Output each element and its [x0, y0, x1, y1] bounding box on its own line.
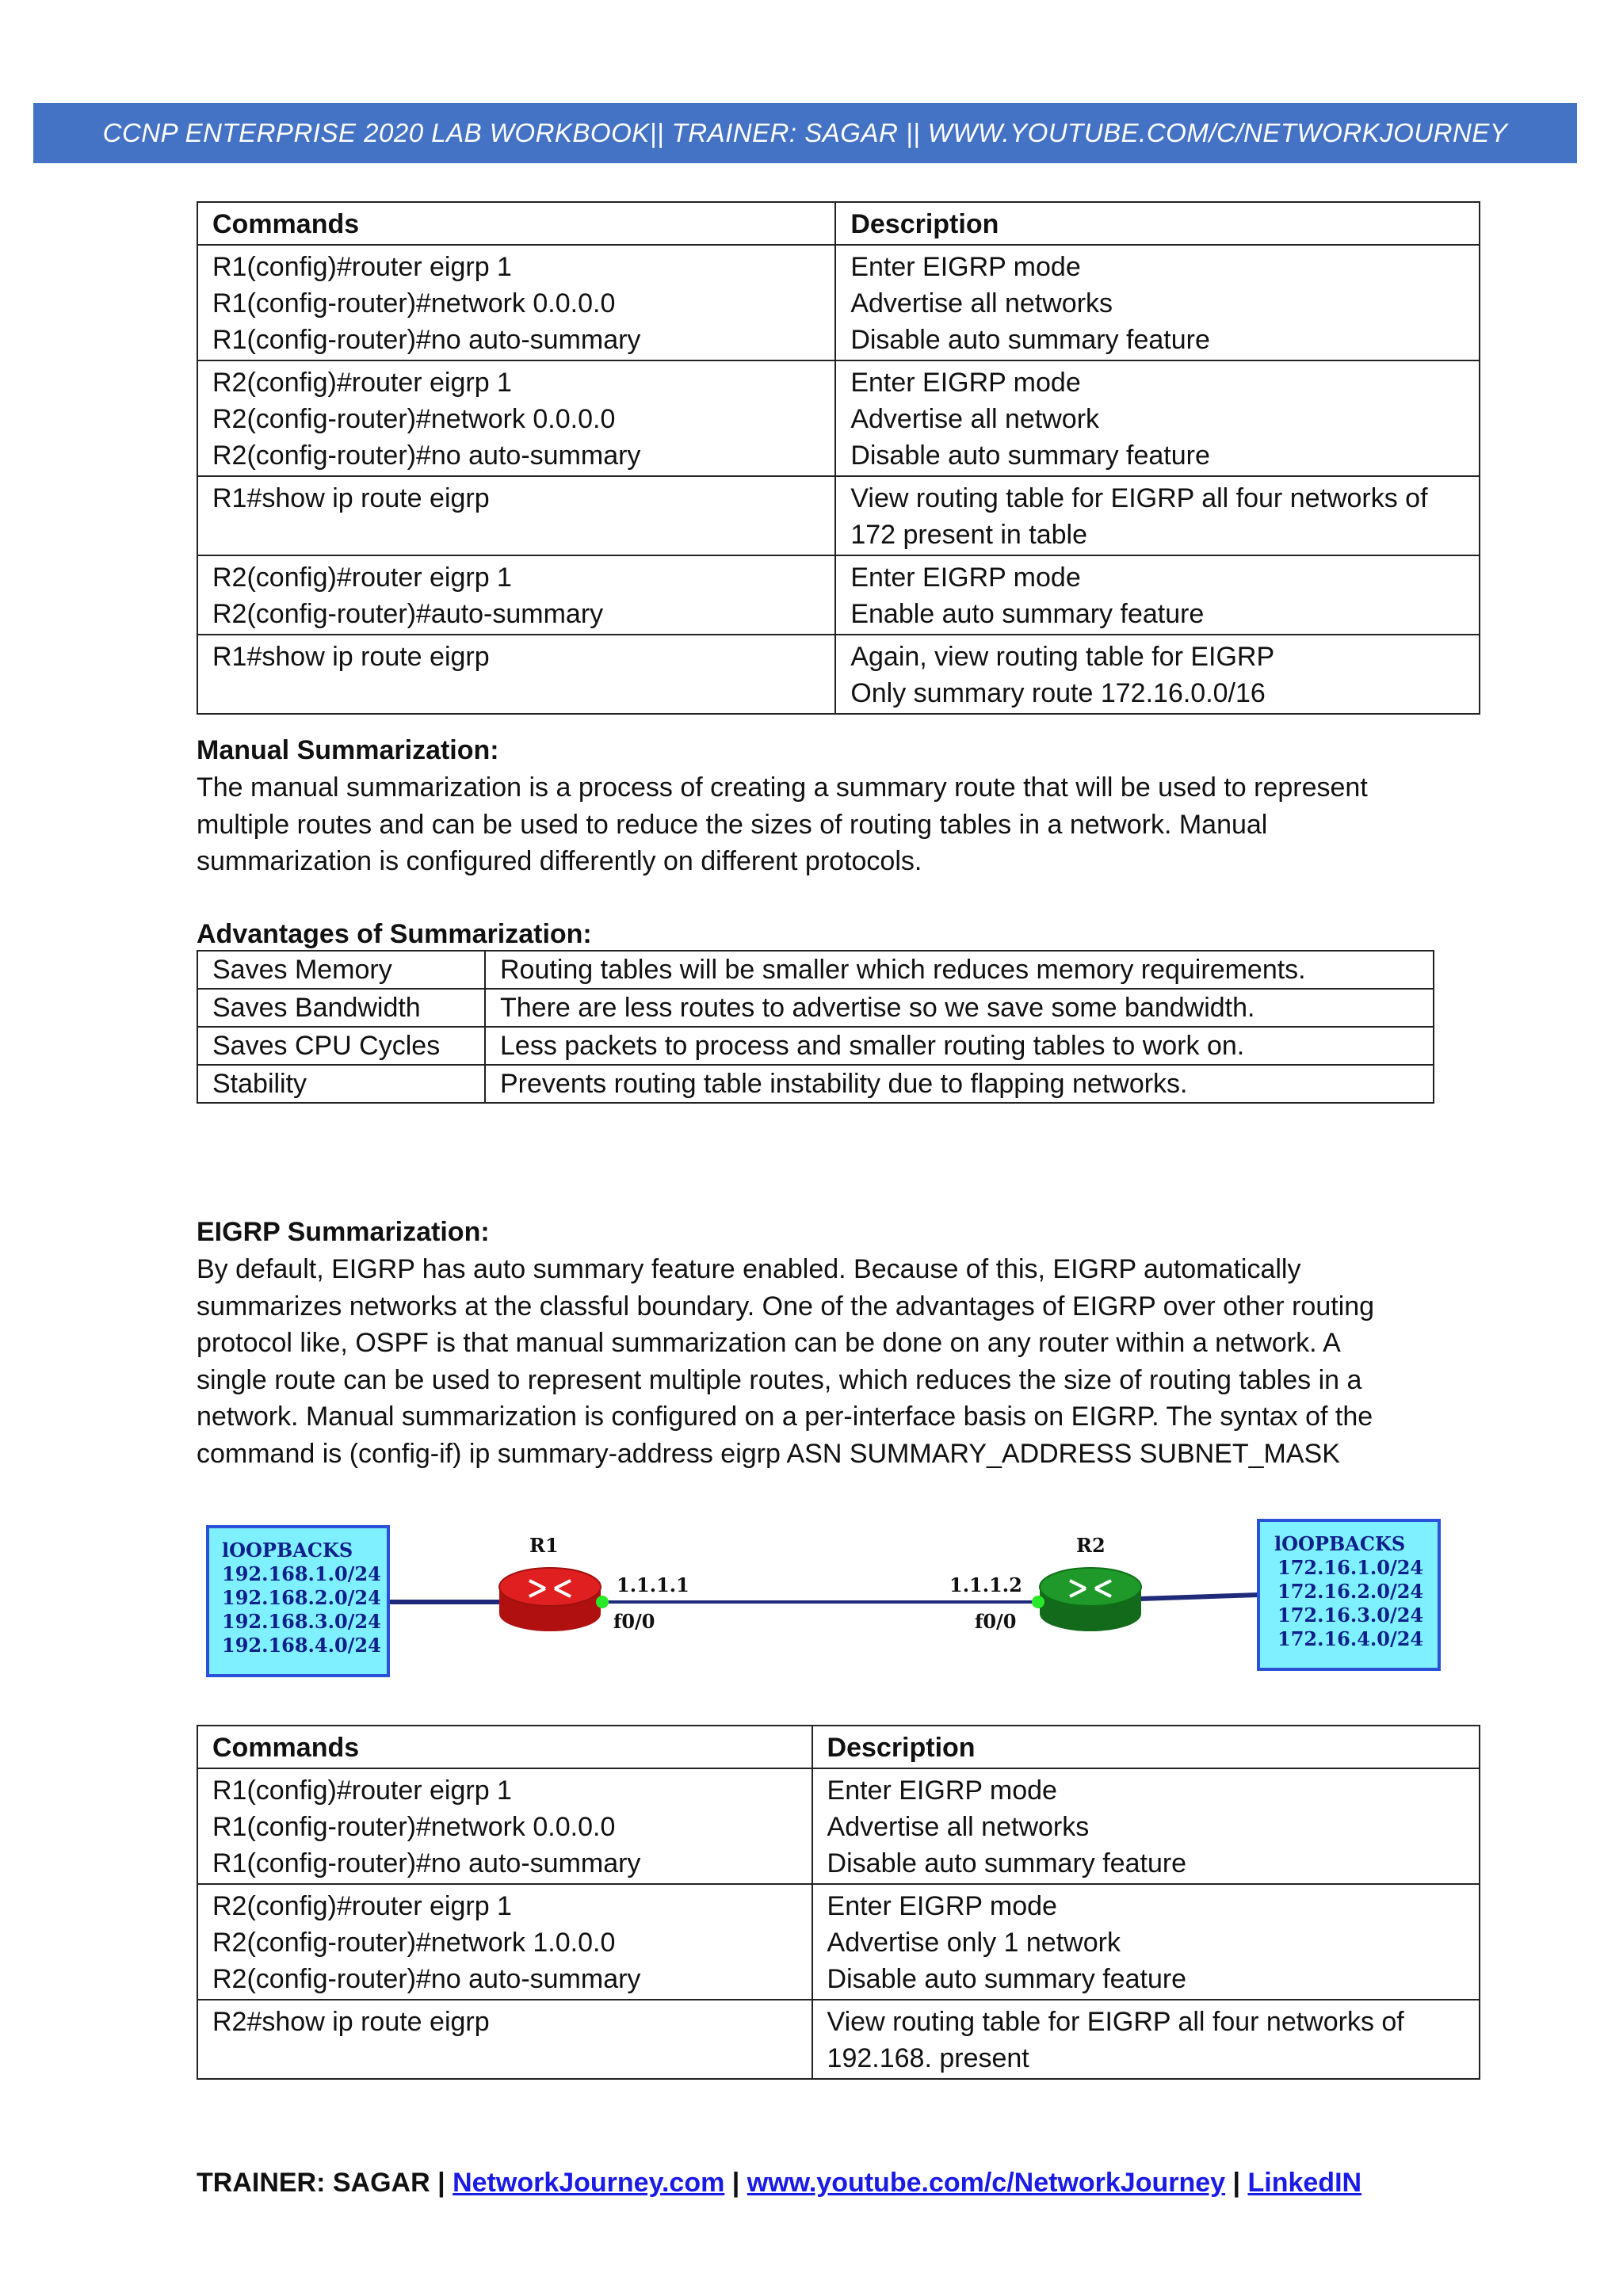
footer-link-youtube[interactable]: www.youtube.com/c/NetworkJourney: [747, 2168, 1226, 2198]
description-line: Advertise all networks: [850, 288, 1113, 318]
left-loopback-net: 192.168.1.0/24: [222, 1562, 381, 1585]
command-line: R2(config-router)#no auto-summary: [212, 1964, 641, 1994]
advantage-description: Prevents routing table instability due to flapping networks.: [485, 1065, 1434, 1103]
description-line: Only summary route 172.16.0.0/16: [850, 678, 1266, 708]
manual-summarization-title: Manual Summarization:: [197, 735, 499, 765]
description-cell: [835, 555, 1480, 635]
r2-ip-label: 1.1.1.2: [949, 1573, 1022, 1596]
description-cell: [835, 360, 1480, 476]
command-line: R2(config-router)#auto-summary: [212, 599, 604, 629]
paragraph-line: command is (config-if) ip summary-address eigrp ASN SUMMARY_ADDRESS SUBNET_MASK: [197, 1438, 1340, 1469]
command-line: R1(config-router)#network 0.0.0.0: [212, 288, 616, 318]
command-line: R2(config)#router eigrp 1: [212, 563, 512, 593]
command-line: R2(config-router)#network 1.0.0.0: [212, 1928, 616, 1958]
table-row: [197, 1027, 1434, 1065]
eigrp-summarization-paragraph: [197, 1251, 1480, 1472]
router-r1: [499, 1534, 601, 1631]
command-line: R2(config)#router eigrp 1: [212, 368, 512, 398]
command-line: R2(config)#router eigrp 1: [212, 1891, 512, 1921]
footer-trainer: TRAINER: SAGAR: [197, 2168, 430, 2198]
command-line: R1(config)#router eigrp 1: [212, 1775, 512, 1806]
commands-cell: [197, 245, 835, 360]
description-line: Enable auto summary feature: [850, 599, 1205, 629]
paragraph-line: The manual summarization is a process of creating a summary route that will be used to represent: [197, 772, 1368, 803]
router-r1-label: R1: [529, 1534, 559, 1557]
footer-separator: |: [437, 2168, 445, 2198]
description-line: Enter EIGRP mode: [850, 368, 1081, 398]
right-loopback-net: 172.16.1.0/24: [1277, 1556, 1424, 1579]
left-loopback-net: 192.168.2.0/24: [222, 1586, 381, 1609]
r2-interface-label: f0/0: [975, 1610, 1017, 1633]
command-line: R1#show ip route eigrp: [212, 642, 490, 672]
right-loopbacks-box: [1258, 1520, 1439, 1669]
advantage-name: Saves Memory: [197, 951, 485, 989]
page-footer: [197, 2168, 1361, 2199]
command-line: R2#show ip route eigrp: [212, 2007, 490, 2037]
table-row: [197, 989, 1434, 1027]
description-line: 172 present in table: [850, 520, 1087, 550]
header-title: CCNP ENTERPRISE 2020 LAB WORKBOOK|| TRAINER: SAGAR || WWW.YOUTUBE.COM/C/NETWORKJOURNEY: [102, 118, 1508, 147]
r1-ip-label: 1.1.1.1: [617, 1573, 689, 1596]
paragraph-line: multiple routes and can be used to reduce the sizes of routing tables in a network. Manual: [197, 809, 1268, 840]
command-line: R1(config-router)#no auto-summary: [212, 325, 641, 355]
table-row: [197, 635, 1480, 714]
table-row: [197, 2000, 1480, 2079]
description-line: Advertise all network: [850, 404, 1100, 434]
left-loopbacks-box: [208, 1527, 388, 1676]
description-cell: [835, 245, 1480, 360]
table-row: [197, 555, 1480, 635]
paragraph-line: single route can be used to represent multiple routes, which reduces the size of routing tables in a: [197, 1364, 1362, 1395]
commands-table-1: [197, 201, 1480, 715]
advantage-name: Saves Bandwidth: [197, 989, 485, 1027]
description-line: Advertise all networks: [827, 1812, 1090, 1842]
table-row: [197, 951, 1434, 989]
command-line: R2(config-router)#network 0.0.0.0: [212, 404, 616, 434]
table-row: [197, 245, 1480, 360]
paragraph-line: network. Manual summarization is configured on a per-interface basis on EIGRP. The syntax of the: [197, 1402, 1373, 1432]
right-loopback-net: 172.16.3.0/24: [1277, 1604, 1424, 1627]
right-loopback-net: 172.16.4.0/24: [1277, 1627, 1424, 1650]
description-cell: [812, 1768, 1480, 1884]
left-loopbacks-title: lOOPBACKS: [222, 1539, 353, 1562]
description-line: 192.168. present: [827, 2043, 1029, 2073]
advantage-name: Saves CPU Cycles: [197, 1027, 485, 1065]
command-line: R1(config)#router eigrp 1: [212, 252, 512, 282]
router-r2-label: R2: [1076, 1534, 1106, 1557]
column-header-description: Description: [835, 202, 1480, 245]
description-line: Disable auto summary feature: [827, 1848, 1187, 1878]
command-line: R2(config-router)#no auto-summary: [212, 441, 641, 471]
footer-link-networkjourney[interactable]: NetworkJourney.com: [453, 2168, 725, 2198]
left-loopback-net: 192.168.3.0/24: [222, 1610, 381, 1633]
description-cell: [835, 476, 1480, 555]
description-line: Enter EIGRP mode: [827, 1891, 1057, 1921]
footer-separator: |: [1232, 2168, 1241, 2198]
description-line: Again, view routing table for EIGRP: [850, 642, 1275, 672]
topology-diagram: [197, 1509, 1449, 1684]
table-body: [197, 1768, 1480, 2079]
commands-table-2: [197, 1725, 1480, 2080]
advantage-description: Routing tables will be smaller which reduces memory requirements.: [485, 951, 1434, 989]
link-r2-right-loopback: [1140, 1595, 1258, 1599]
column-header-commands: Commands: [197, 1726, 812, 1768]
command-line: R1#show ip route eigrp: [212, 483, 490, 513]
command-line: R1(config-router)#network 0.0.0.0: [212, 1812, 616, 1842]
description-cell: [835, 635, 1480, 714]
table-row: [197, 1884, 1480, 2000]
commands-cell: [197, 2000, 812, 2079]
r2-interface-status-icon: [1032, 1596, 1044, 1608]
left-loopback-net: 192.168.4.0/24: [222, 1634, 381, 1657]
description-line: Disable auto summary feature: [850, 325, 1210, 355]
eigrp-summarization-title: EIGRP Summarization:: [197, 1217, 490, 1247]
description-line: Disable auto summary feature: [850, 441, 1210, 471]
description-cell: [812, 2000, 1480, 2079]
advantage-description: There are less routes to advertise so we save some bandwidth.: [485, 989, 1434, 1027]
footer-link-linkedin[interactable]: LinkedIN: [1247, 2168, 1362, 2198]
right-loopbacks-title: lOOPBACKS: [1274, 1532, 1406, 1555]
right-loopback-net: 172.16.2.0/24: [1277, 1580, 1424, 1603]
description-line: Enter EIGRP mode: [850, 563, 1081, 593]
column-header-commands: Commands: [197, 202, 835, 245]
commands-cell: [197, 360, 835, 476]
paragraph-line: protocol like, OSPF is that manual summarization can be done on any router within a network. A: [197, 1328, 1341, 1358]
paragraph-line: summarization is configured differently on different protocols.: [197, 846, 922, 876]
router-r2: [1040, 1534, 1141, 1631]
footer-separator: |: [731, 2168, 740, 2198]
description-line: View routing table for EIGRP all four networks of: [827, 2007, 1404, 2037]
description-line: Disable auto summary feature: [827, 1964, 1187, 1994]
commands-cell: [197, 555, 835, 635]
column-header-description: Description: [812, 1726, 1480, 1768]
table-header-row: [197, 1726, 1480, 1768]
table-row: [197, 1768, 1480, 1884]
description-line: Enter EIGRP mode: [850, 252, 1081, 282]
commands-cell: [197, 635, 835, 714]
description-cell: [812, 1884, 1480, 2000]
paragraph-line: summarizes networks at the classful boundary. One of the advantages of EIGRP over other routing: [197, 1291, 1375, 1322]
manual-summarization-paragraph: [197, 769, 1480, 880]
description-line: View routing table for EIGRP all four networks of: [850, 483, 1428, 513]
table-row: [197, 476, 1480, 555]
page-header: [33, 103, 1577, 163]
table-header-row: [197, 202, 1480, 245]
table-row: [197, 1065, 1434, 1103]
advantages-table: [197, 950, 1434, 1104]
advantage-description: Less packets to process and smaller routing tables to work on.: [485, 1027, 1434, 1065]
paragraph-line: By default, EIGRP has auto summary feature enabled. Because of this, EIGRP automatically: [197, 1254, 1301, 1284]
description-line: Advertise only 1 network: [827, 1928, 1121, 1958]
command-line: R1(config-router)#no auto-summary: [212, 1848, 641, 1878]
advantages-title: Advantages of Summarization:: [197, 919, 592, 949]
r1-interface-status-icon: [596, 1596, 609, 1608]
commands-cell: [197, 476, 835, 555]
r1-interface-label: f0/0: [613, 1610, 655, 1633]
commands-cell: [197, 1768, 812, 1884]
commands-cell: [197, 1884, 812, 2000]
table-row: [197, 360, 1480, 476]
table-body: [197, 245, 1480, 714]
description-line: Enter EIGRP mode: [827, 1775, 1057, 1806]
advantage-name: Stability: [197, 1065, 485, 1103]
